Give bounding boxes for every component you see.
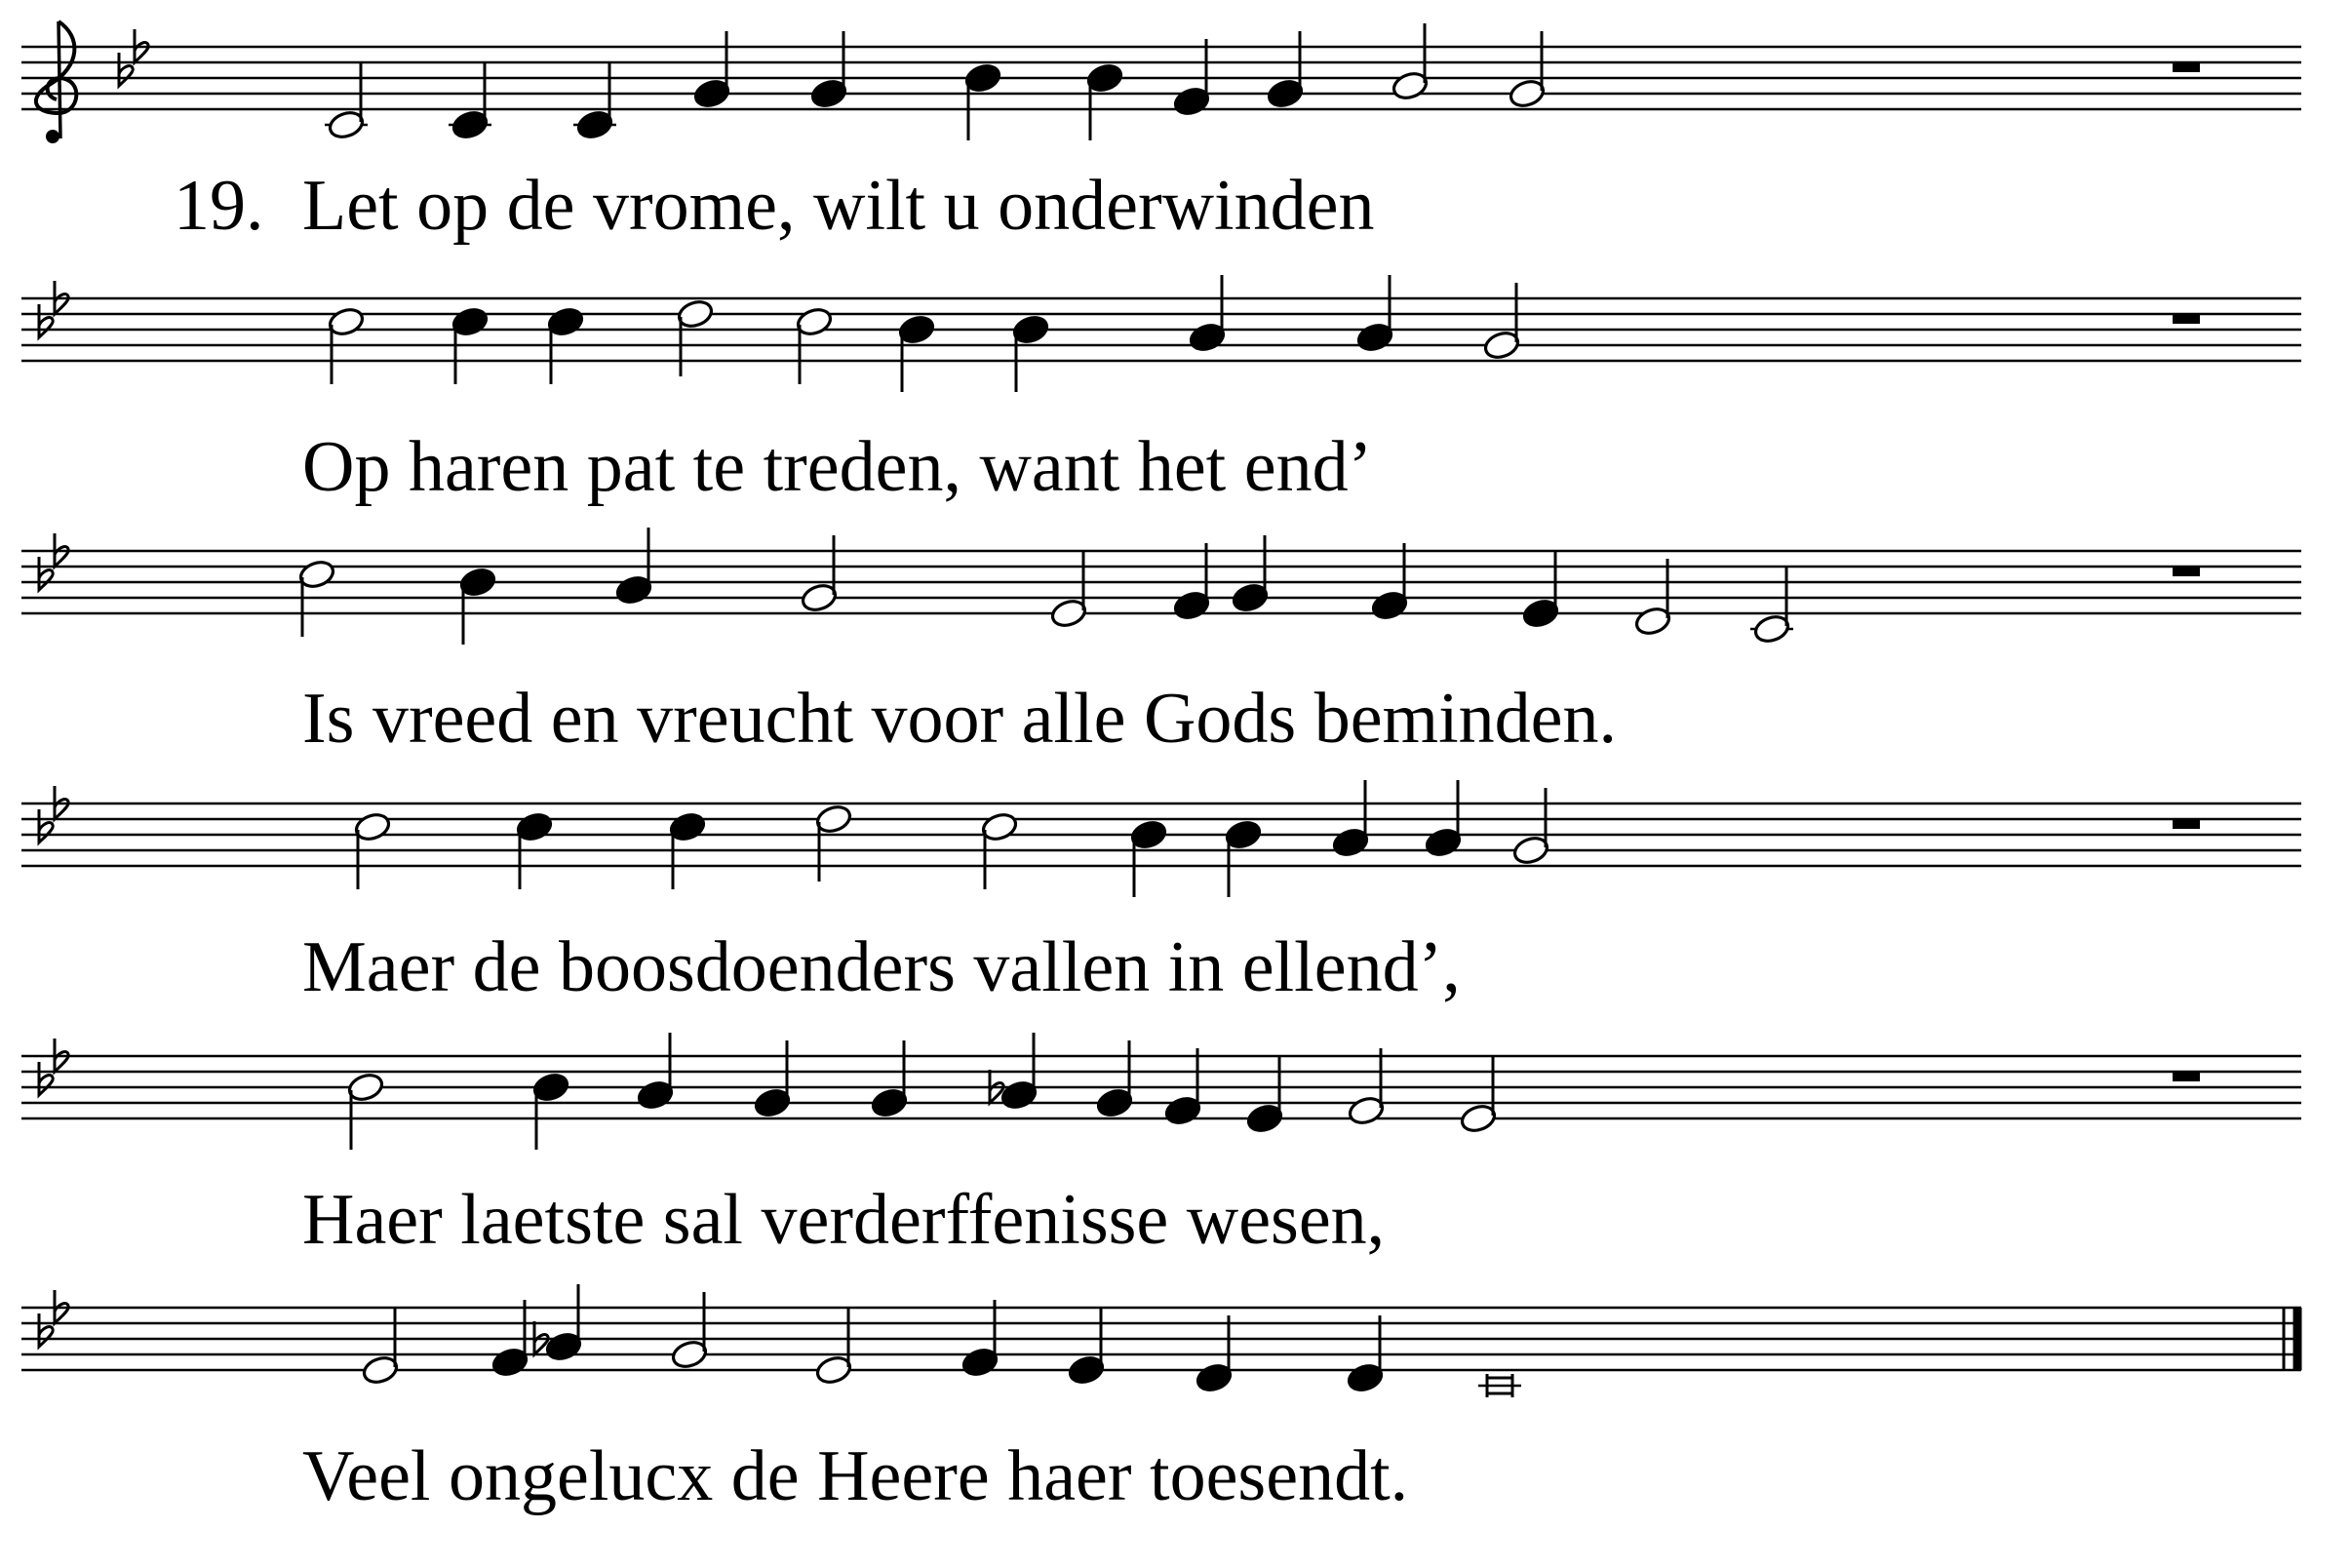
half-rest (2173, 567, 2200, 576)
lyric-line: Haer laetste sal verderffenisse wesen, (302, 1180, 1386, 1260)
lyric-line: Is vreed en vreucht voor alle Gods beminden. (302, 679, 1618, 759)
lyric-line: Op haren pat te treden, want het end’ (302, 427, 1373, 507)
staff-system (21, 21, 2301, 143)
key-signature-flat-b (39, 557, 53, 590)
key-signature-flat-b (39, 809, 53, 843)
half-rest (2173, 314, 2200, 324)
key-signature-flat-b (39, 1313, 53, 1347)
lyric-line: Veel ongelucx de Heere haer toesendt. (302, 1436, 1409, 1516)
treble-clef (36, 21, 76, 113)
staff-system (21, 275, 2301, 392)
treble-clef-stem (59, 21, 60, 138)
staff-system (21, 1284, 2301, 1397)
half-rest (2173, 1072, 2200, 1081)
treble-clef-dot (46, 130, 59, 143)
verse-number: 19. (174, 166, 264, 246)
staff-system (21, 528, 2301, 646)
staff-system (21, 1033, 2301, 1150)
staff-system (21, 780, 2301, 897)
key-signature-flat-b (39, 1062, 53, 1095)
lyric-line: Let op de vrome, wilt u onderwinden (302, 166, 1375, 246)
half-rest (2173, 62, 2200, 72)
key-signature-flat-b (39, 304, 53, 337)
key-signature-flat-b (119, 53, 133, 86)
lyric-line: Maer de boosdoenders vallen in ellend’, (302, 927, 1461, 1007)
half-rest (2173, 819, 2200, 829)
